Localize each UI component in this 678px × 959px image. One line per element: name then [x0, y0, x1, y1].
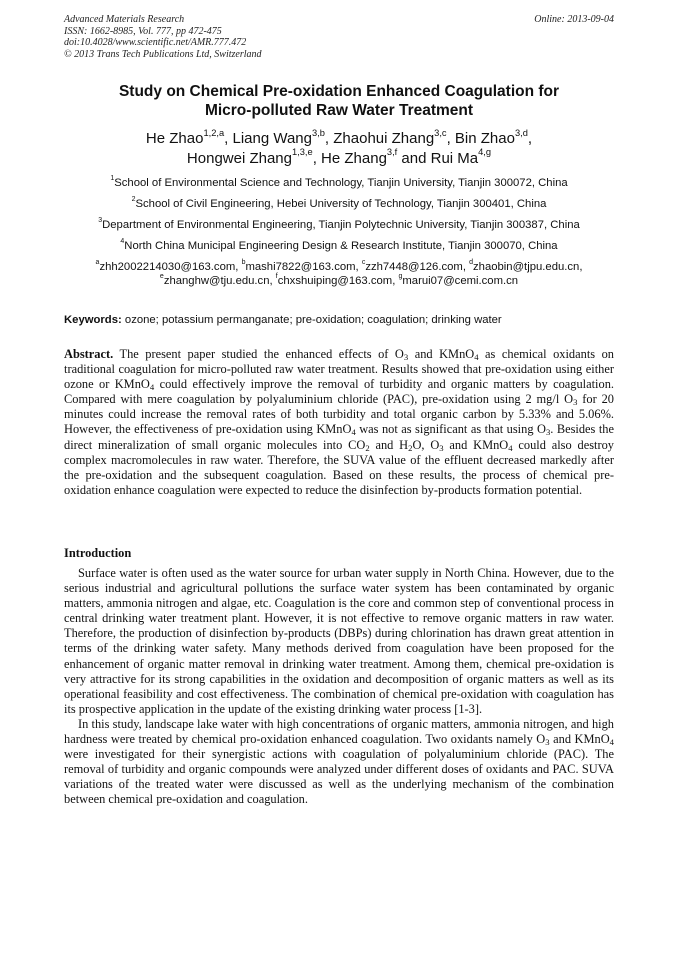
abstract-text: as chemical oxidants on traditional coagulation for micro-polluted raw water treatment. Results showed that pre-oxidation using either ozone or KMnO	[64, 347, 614, 392]
abstract-text: for 20 minutes could increase the removal rates of both turbidity and total organic carbon by 5.33% and 5.06%. However, the effectiveness of pre-oxidation using KMnO	[64, 392, 614, 437]
email-mark: f	[275, 273, 278, 281]
title-line-1: Study on Chemical Pre-oxidation Enhanced Coagulation for	[118, 83, 560, 100]
author-name: Zhaohui Zhang	[333, 130, 435, 147]
abstract-text: could effectively improve the removal of turbidity and organic matters by coagulation. Compared with mere coagulation by polyaluminium chloride (PAC), pre-oxidation using 2 mg/l O	[64, 377, 614, 407]
subscript: 3	[545, 427, 551, 438]
author-name: He Zhang	[321, 149, 387, 167]
paragraph-text: were investigated for their synergistic actions with coagulation of polyaluminium chloride (PAC). The removal of turbidity and organic compounds were analyzed under different doses of oxidants and PAC. SUVA variations of the treated water were discussed as well as the underlying mechanism of the combination between chemical pre-oxidation and coagulation.	[64, 747, 614, 807]
issn-line: ISSN: 1662-8985, Vol. 777, pp 472-475	[64, 25, 222, 37]
email-line-1	[50, 260, 628, 274]
abstract-text: and H	[369, 437, 409, 452]
email-mark: c	[361, 259, 366, 267]
author-affil-mark: 3,f	[386, 147, 398, 158]
paragraph-text: In this study, landscape lake water with high concentrations of organic matters, ammonia nitrogen, and high hardness were treated by chemical pro-oxidation enhanced coagulation. Two oxidants namely O	[64, 716, 614, 747]
affiliation-mark: 1	[110, 175, 115, 183]
affiliation-text: School of Environmental Science and Technology, Tianjin University, Tianjin 300072, China	[114, 177, 568, 189]
author-list	[64, 129, 614, 168]
author-name: Hongwei Zhang	[186, 149, 292, 167]
author-line-1	[64, 129, 614, 149]
subscript: 3	[545, 737, 550, 748]
email-list	[50, 260, 628, 288]
abstract-text: O, O	[412, 437, 440, 452]
author-separator: and	[397, 149, 431, 167]
email-separator: ,	[355, 261, 362, 273]
subscript: 3	[573, 397, 578, 408]
abstract-label: Abstract.	[64, 347, 114, 361]
author-separator: ,	[446, 130, 455, 147]
subscript: 3	[403, 352, 409, 363]
subscript: 4	[474, 352, 479, 363]
author-affil-mark: 1,2,a	[203, 127, 225, 138]
abstract-text: The present paper studied the enhanced effects of O	[119, 347, 404, 361]
author-name: Liang Wang	[232, 130, 312, 147]
paper-title	[64, 82, 614, 120]
paragraph-text: and KMnO	[549, 732, 610, 747]
introduction-paragraph-2	[64, 717, 614, 808]
abstract-text: . Besides the direct mineralization of small organic molecules into CO	[64, 422, 614, 452]
doi-line: doi:10.4028/www.scientific.net/AMR.777.472	[64, 37, 247, 48]
email-address[interactable]: marui07@cemi.com.cn	[402, 275, 519, 287]
subscript: 4	[508, 442, 513, 453]
keywords	[64, 313, 614, 327]
abstract-text: could also destroy complex macromolecules in raw water. Therefore, the SUVA value of the effluent decreased markedly after the pre-oxidation and the subsequent coagulation. Based on these results, the process of chemical pre-oxidation enhance coagulation were expected to reduce the disinfection by-products formation potential.	[64, 437, 614, 497]
subscript: 2	[365, 442, 370, 453]
author-separator: ,	[324, 130, 334, 147]
introduction-body	[64, 566, 614, 808]
introduction-heading: Introduction	[64, 546, 132, 560]
author-separator: ,	[224, 130, 233, 147]
affiliation-text: School of Civil Engineering, Hebei University of Technology, Tianjin 300401, China	[135, 198, 547, 210]
email-address[interactable]: zhaobin@tjpu.edu.cn,	[473, 261, 583, 273]
abstract-text: and KMnO	[443, 437, 509, 452]
affiliation-3	[40, 218, 638, 232]
email-separator: ,	[269, 275, 276, 287]
email-mark: a	[95, 259, 100, 267]
email-address[interactable]: chxshuiping@163.com	[277, 275, 393, 287]
author-affil-mark: 4,g	[478, 147, 492, 158]
affiliation-1	[40, 176, 638, 190]
email-address[interactable]: zzh7448@126.com	[365, 261, 463, 273]
author-name: Bin Zhao	[454, 130, 515, 147]
abstract	[64, 347, 614, 498]
subscript: 2	[408, 442, 413, 453]
email-separator: ,	[462, 261, 470, 273]
title-line-2: Micro-polluted Raw Water Treatment	[204, 102, 474, 119]
author-name: Rui Ma	[430, 149, 479, 167]
email-mark: e	[159, 273, 164, 281]
email-address[interactable]: zhh2002214030@163.com	[99, 261, 236, 273]
subscript: 4	[609, 737, 614, 748]
author-affil-mark: 3,d	[514, 127, 528, 138]
introduction-paragraph-1: Surface water is often used as the water source for urban water supply in North China. However, due to the serious industrial and agricultural pollutions the surface water system has been contaminated by organic matters, ammonia nitrogen and algae, etc. Coagulation is the core and common step of conventional process in central drinking water treatment plant. However, it is not effective to remove organic matters in raw water. Therefore, the production of disinfection by-products (DBPs) during chlorination has drawn great attention in terms of the drinking water safety. Many methods derived from coagulation have been proposed for the enhancement of organic matter removal in drinking water treatment. Among them, chemical pre-oxidation is very attractive for its strong capabilities in the oxidation and decomposition of organic matters as well as its operational feasibility and cost effectiveness. The combination of chemical pre-oxidation with coagulation has its prospective application in the update of the existing drinking water process [1-3].	[64, 566, 614, 716]
subscript: 4	[351, 427, 356, 438]
affiliation-mark: 2	[131, 196, 136, 204]
author-affil-mark: 3,b	[311, 127, 325, 138]
abstract-text: and KMnO	[408, 347, 475, 361]
subscript: 3	[439, 442, 444, 453]
email-address[interactable]: zhanghw@tju.edu.cn	[163, 275, 270, 287]
author-line-2	[64, 149, 614, 169]
affiliation-mark: 3	[98, 217, 103, 225]
email-separator: ,	[235, 261, 242, 273]
author-affil-mark: 3,c	[434, 127, 447, 138]
email-mark: d	[469, 259, 474, 267]
affiliation-2	[40, 197, 638, 211]
subscript: 4	[149, 382, 155, 393]
author-separator: ,	[312, 149, 322, 167]
journal-name: Advanced Materials Research	[64, 14, 185, 25]
email-mark: g	[398, 273, 403, 281]
author-affil-mark: 1,3,e	[292, 147, 313, 158]
affiliation-4	[40, 239, 638, 253]
copyright-line: © 2013 Trans Tech Publications Ltd, Switzerland	[64, 48, 262, 60]
abstract-text: was not as significant as that using O	[355, 422, 546, 437]
keywords-text: ozone; potassium permanganate; pre-oxidation; coagulation; drinking water	[124, 314, 502, 326]
email-mark: b	[241, 259, 246, 267]
email-address[interactable]: mashi7822@163.com	[245, 261, 356, 273]
journal-header	[64, 14, 262, 60]
author-separator: ,	[527, 130, 533, 147]
affiliation-text: North China Municipal Engineering Design & Research Institute, Tianjin 300070, China	[124, 240, 558, 252]
email-separator: ,	[392, 275, 399, 287]
affiliation-mark: 4	[120, 238, 125, 246]
email-line-2	[50, 274, 628, 288]
keywords-label: Keywords:	[64, 314, 122, 326]
author-name: He Zhao	[145, 130, 204, 147]
online-date: Online: 2013-09-04	[534, 14, 614, 25]
affiliation-text: Department of Environmental Engineering, Tianjin Polytechnic University, Tianjin 300387, China	[102, 219, 580, 231]
